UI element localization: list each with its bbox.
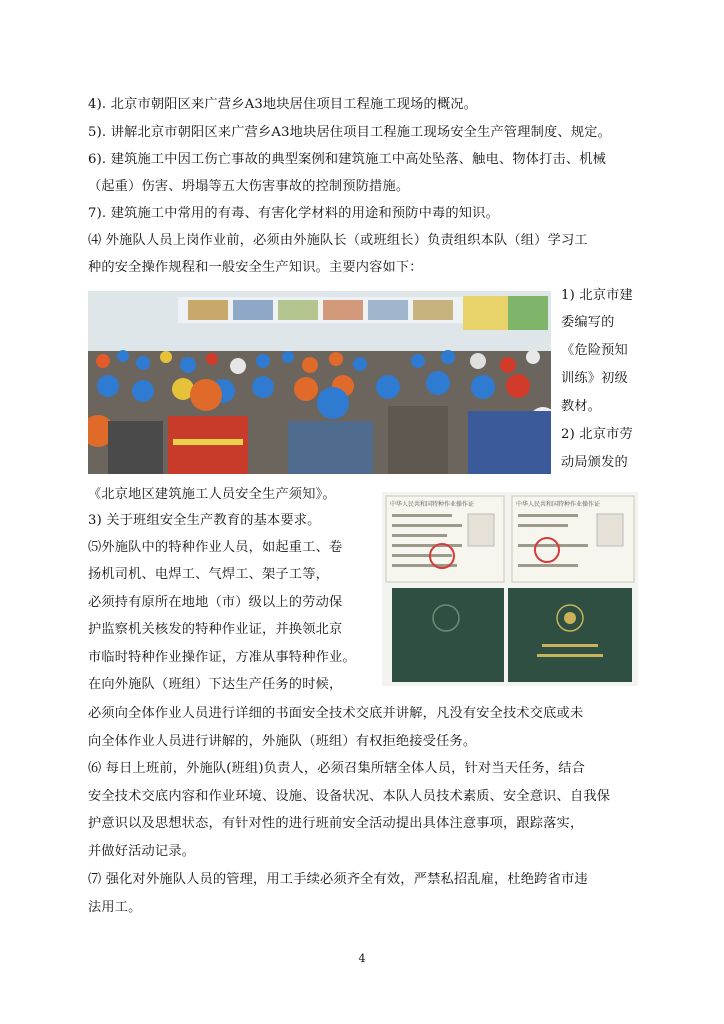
cert-left-header: 中华人民共和国特种作业操作证 [390,501,475,508]
text-line: 《危险预知 [561,343,628,358]
text-line: 并做好活动记录。 [88,844,196,859]
text-line: 训练》初级 [561,371,628,386]
page-number: 4 [358,952,366,965]
text-line: ⑺ 强化对外施队人员的管理，用工手续必须齐全有效，严禁私招乱雇，杜绝跨省市违 [88,872,588,887]
text-line: 动局颁发的 [561,455,628,470]
text-line: 5). 讲解北京市朝阳区来广营乡A3地块居住项目工程施工现场安全生产管理制度、规定。 [88,125,611,140]
text-line: 1) 北京市建 [561,288,633,303]
text-line: 种的安全操作规程和一般安全生产知识。主要内容如下： [88,260,423,275]
text-line: （起重）伤害、坍塌等五大伤害事故的控制预防措施。 [88,179,410,194]
text-line: 法用工。 [88,900,142,915]
text-line: 委编写的 [561,315,615,330]
text-line: 《北京地区建筑施工人员安全生产须知》。 [88,487,336,502]
text-line: 安全技术交底内容和作业环境、设施、设备状况、本队人员技术素质、安全意识、自我保 [88,789,611,804]
text-line: 护意识以及思想状态，有针对性的进行班前安全活动提出具体注意事项，跟踪落实， [88,816,584,831]
cert-right-header: 中华人民共和国特种作业操作证 [516,501,601,508]
text-line: 教材。 [561,399,602,414]
training-photo [88,291,551,474]
text-line: 必须持有原所在地地（市）级以上的劳动保 [88,595,343,610]
text-line: 7). 建筑施工中常用的有毒、有害化学材料的用途和预防中毒的知识。 [88,206,499,221]
text-line: 3) 关于班组安全生产教育的基本要求。 [88,513,321,528]
text-line: 护监察机关核发的特种作业证，并换领北京 [88,622,343,637]
text-line: 必须向全体作业人员进行详细的书面安全技术交底并讲解，凡没有安全技术交底或未 [88,706,584,721]
text-line: 6). 建筑施工中因工伤亡事故的典型案例和建筑施工中高处坠落、触电、物体打击、机械 [88,152,607,167]
text-line: 向全体作业人员进行讲解的，外施队（班组）有权拒绝接受任务。 [88,734,477,749]
text-line: ⑹ 每日上班前，外施队(班组)负责人，必须召集所辖全体人员，针对当天任务，结合 [88,761,586,776]
text-line: 2) 北京市劳 [561,427,633,442]
text-line: 市临时特种作业操作证，方准从事特种作业。 [88,650,356,665]
text-line: 4). 北京市朝阳区来广营乡A3地块居住项目工程施工现场的概况。 [88,97,478,112]
text-line: 扬机司机、电焊工、气焊工、架子工等， [88,567,329,582]
text-line: ⑷ 外施队人员上岗作业前，必须由外施队长（或班组长）负责组织本队（组）学习工 [88,233,588,248]
text-line: ⑸外施队中的特种作业人员，如起重工、卷 [88,540,343,555]
text-line: 在向外施队（班组）下达生产任务的时候， [88,677,343,692]
certificate-photo [382,492,638,686]
